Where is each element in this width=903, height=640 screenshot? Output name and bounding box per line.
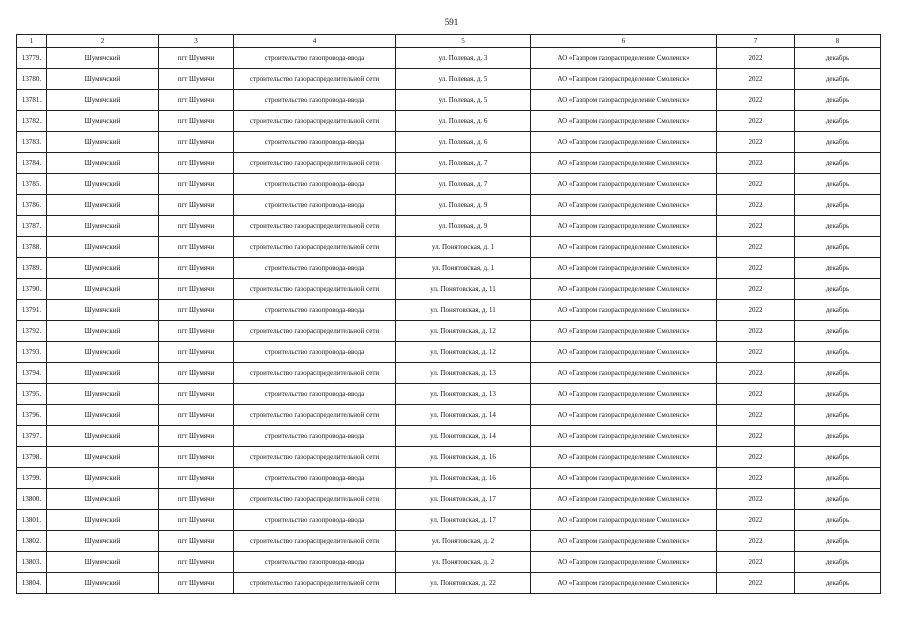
cell-settlement: пгт Шумячи — [159, 132, 234, 153]
cell-work-type: строительство газопровода-ввода — [234, 552, 396, 573]
cell-district: Шумячский — [47, 300, 159, 321]
cell-work-type: строительство газопровода-ввода — [234, 342, 396, 363]
cell-year: 2022 — [717, 552, 795, 573]
cell-work-type: строительство газопровода-ввода — [234, 174, 396, 195]
cell-settlement: пгт Шумячи — [159, 342, 234, 363]
cell-address: ул. Полевая, д. 7 — [396, 174, 531, 195]
table-row — [17, 468, 881, 489]
table-row — [17, 489, 881, 510]
cell-address: ул. Полевая, д. 5 — [396, 90, 531, 111]
cell-row-number: 13797. — [17, 426, 47, 447]
cell-year: 2022 — [717, 195, 795, 216]
cell-month: декабрь — [795, 342, 881, 363]
cell-organization: АО «Газпром газораспределение Смоленск» — [531, 426, 717, 447]
cell-address: ул. Понятовская, д. 11 — [396, 300, 531, 321]
cell-year: 2022 — [717, 300, 795, 321]
cell-year: 2022 — [717, 426, 795, 447]
cell-month: декабрь — [795, 405, 881, 426]
cell-district: Шумячский — [47, 342, 159, 363]
cell-row-number: 13804. — [17, 573, 47, 594]
cell-address: ул. Понятовская, д. 17 — [396, 510, 531, 531]
cell-settlement: пгт Шумячи — [159, 510, 234, 531]
cell-work-type: строительство газораспределительной сети — [234, 489, 396, 510]
table-body — [17, 48, 881, 594]
table-row — [17, 132, 881, 153]
cell-row-number: 13801. — [17, 510, 47, 531]
cell-settlement: пгт Шумячи — [159, 384, 234, 405]
column-header-year: 7 — [717, 35, 795, 48]
cell-settlement: пгт Шумячи — [159, 468, 234, 489]
cell-row-number: 13784. — [17, 153, 47, 174]
cell-year: 2022 — [717, 279, 795, 300]
cell-month: декабрь — [795, 258, 881, 279]
cell-month: декабрь — [795, 174, 881, 195]
cell-month: декабрь — [795, 153, 881, 174]
cell-settlement: пгт Шумячи — [159, 405, 234, 426]
column-header-row-number: 1 — [17, 35, 47, 48]
cell-work-type: строительство газопровода-ввода — [234, 468, 396, 489]
cell-year: 2022 — [717, 321, 795, 342]
cell-row-number: 13785. — [17, 174, 47, 195]
cell-organization: АО «Газпром газораспределение Смоленск» — [531, 363, 717, 384]
table-row — [17, 447, 881, 468]
cell-district: Шумячский — [47, 153, 159, 174]
table-row — [17, 279, 881, 300]
cell-month: декабрь — [795, 426, 881, 447]
cell-row-number: 13787. — [17, 216, 47, 237]
cell-organization: АО «Газпром газораспределение Смоленск» — [531, 48, 717, 69]
cell-month: декабрь — [795, 132, 881, 153]
cell-month: декабрь — [795, 69, 881, 90]
cell-district: Шумячский — [47, 363, 159, 384]
table-row — [17, 90, 881, 111]
column-header-work-type: 4 — [234, 35, 396, 48]
cell-organization: АО «Газпром газораспределение Смоленск» — [531, 573, 717, 594]
cell-organization: АО «Газпром газораспределение Смоленск» — [531, 489, 717, 510]
cell-settlement: пгт Шумячи — [159, 531, 234, 552]
cell-month: декабрь — [795, 321, 881, 342]
cell-work-type: строительство газораспределительной сети — [234, 216, 396, 237]
cell-address: ул. Понятовская, д. 12 — [396, 342, 531, 363]
cell-month: декабрь — [795, 384, 881, 405]
cell-year: 2022 — [717, 531, 795, 552]
cell-settlement: пгт Шумячи — [159, 237, 234, 258]
cell-address: ул. Понятовская, д. 13 — [396, 363, 531, 384]
cell-year: 2022 — [717, 153, 795, 174]
cell-row-number: 13783. — [17, 132, 47, 153]
cell-work-type: строительство газопровода-ввода — [234, 426, 396, 447]
cell-year: 2022 — [717, 573, 795, 594]
cell-settlement: пгт Шумячи — [159, 321, 234, 342]
cell-year: 2022 — [717, 342, 795, 363]
cell-address: ул. Полевая, д. 5 — [396, 69, 531, 90]
cell-address: ул. Полевая, д. 3 — [396, 48, 531, 69]
cell-organization: АО «Газпром газораспределение Смоленск» — [531, 552, 717, 573]
table-row — [17, 363, 881, 384]
cell-month: декабрь — [795, 363, 881, 384]
cell-settlement: пгт Шумячи — [159, 426, 234, 447]
cell-organization: АО «Газпром газораспределение Смоленск» — [531, 216, 717, 237]
cell-district: Шумячский — [47, 237, 159, 258]
cell-month: декабрь — [795, 237, 881, 258]
cell-month: декабрь — [795, 216, 881, 237]
table-header-row — [17, 35, 881, 48]
cell-year: 2022 — [717, 111, 795, 132]
cell-year: 2022 — [717, 447, 795, 468]
cell-month: декабрь — [795, 90, 881, 111]
cell-row-number: 13781. — [17, 90, 47, 111]
cell-month: декабрь — [795, 279, 881, 300]
cell-work-type: строительство газопровода-ввода — [234, 258, 396, 279]
cell-address: ул. Полевая, д. 9 — [396, 195, 531, 216]
cell-work-type: строительство газораспределительной сети — [234, 279, 396, 300]
cell-district: Шумячский — [47, 510, 159, 531]
table-row — [17, 237, 881, 258]
cell-district: Шумячский — [47, 258, 159, 279]
cell-organization: АО «Газпром газораспределение Смоленск» — [531, 279, 717, 300]
cell-year: 2022 — [717, 468, 795, 489]
cell-year: 2022 — [717, 90, 795, 111]
cell-row-number: 13796. — [17, 405, 47, 426]
cell-year: 2022 — [717, 510, 795, 531]
cell-settlement: пгт Шумячи — [159, 153, 234, 174]
cell-settlement: пгт Шумячи — [159, 69, 234, 90]
table-row — [17, 48, 881, 69]
cell-address: ул. Понятовская, д. 16 — [396, 468, 531, 489]
cell-district: Шумячский — [47, 111, 159, 132]
cell-month: декабрь — [795, 531, 881, 552]
cell-work-type: строительство газораспределительной сети — [234, 447, 396, 468]
cell-row-number: 13794. — [17, 363, 47, 384]
cell-year: 2022 — [717, 132, 795, 153]
cell-row-number: 13803. — [17, 552, 47, 573]
cell-organization: АО «Газпром газораспределение Смоленск» — [531, 447, 717, 468]
table-row — [17, 258, 881, 279]
cell-address: ул. Понятовская, д. 11 — [396, 279, 531, 300]
cell-row-number: 13795. — [17, 384, 47, 405]
cell-organization: АО «Газпром газораспределение Смоленск» — [531, 111, 717, 132]
cell-district: Шумячский — [47, 405, 159, 426]
cell-organization: АО «Газпром газораспределение Смоленск» — [531, 69, 717, 90]
page-number: 591 — [444, 17, 459, 27]
cell-organization: АО «Газпром газораспределение Смоленск» — [531, 384, 717, 405]
cell-district: Шумячский — [47, 195, 159, 216]
cell-year: 2022 — [717, 489, 795, 510]
cell-month: декабрь — [795, 510, 881, 531]
cell-organization: АО «Газпром газораспределение Смоленск» — [531, 510, 717, 531]
cell-work-type: строительство газораспределительной сети — [234, 531, 396, 552]
cell-organization: АО «Газпром газораспределение Смоленск» — [531, 132, 717, 153]
cell-district: Шумячский — [47, 279, 159, 300]
cell-district: Шумячский — [47, 489, 159, 510]
table-row — [17, 174, 881, 195]
column-header-month: 8 — [795, 35, 881, 48]
cell-organization: АО «Газпром газораспределение Смоленск» — [531, 195, 717, 216]
cell-year: 2022 — [717, 216, 795, 237]
table-row — [17, 300, 881, 321]
cell-row-number: 13790. — [17, 279, 47, 300]
table-row — [17, 342, 881, 363]
cell-month: декабрь — [795, 300, 881, 321]
cell-year: 2022 — [717, 69, 795, 90]
column-header-district: 2 — [47, 35, 159, 48]
cell-year: 2022 — [717, 48, 795, 69]
cell-organization: АО «Газпром газораспределение Смоленск» — [531, 300, 717, 321]
cell-row-number: 13792. — [17, 321, 47, 342]
cell-settlement: пгт Шумячи — [159, 552, 234, 573]
cell-organization: АО «Газпром газораспределение Смоленск» — [531, 531, 717, 552]
cell-organization: АО «Газпром газораспределение Смоленск» — [531, 468, 717, 489]
cell-address: ул. Понятовская, д. 16 — [396, 447, 531, 468]
cell-work-type: строительство газораспределительной сети — [234, 153, 396, 174]
table-row — [17, 426, 881, 447]
cell-row-number: 13782. — [17, 111, 47, 132]
cell-district: Шумячский — [47, 132, 159, 153]
cell-organization: АО «Газпром газораспределение Смоленск» — [531, 258, 717, 279]
cell-address: ул. Полевая, д. 6 — [396, 111, 531, 132]
cell-settlement: пгт Шумячи — [159, 279, 234, 300]
cell-work-type: строительство газораспределительной сети — [234, 237, 396, 258]
cell-address: ул. Понятовская, д. 17 — [396, 489, 531, 510]
cell-work-type: строительство газораспределительной сети — [234, 363, 396, 384]
cell-month: декабрь — [795, 48, 881, 69]
cell-work-type: строительство газопровода-ввода — [234, 90, 396, 111]
cell-month: декабрь — [795, 195, 881, 216]
cell-work-type: строительство газораспределительной сети — [234, 69, 396, 90]
cell-district: Шумячский — [47, 48, 159, 69]
cell-row-number: 13791. — [17, 300, 47, 321]
cell-settlement: пгт Шумячи — [159, 363, 234, 384]
table-row — [17, 111, 881, 132]
cell-month: декабрь — [795, 468, 881, 489]
table-row — [17, 531, 881, 552]
cell-settlement: пгт Шумячи — [159, 195, 234, 216]
cell-address: ул. Полевая, д. 9 — [396, 216, 531, 237]
cell-settlement: пгт Шумячи — [159, 48, 234, 69]
cell-work-type: строительство газопровода-ввода — [234, 195, 396, 216]
cell-district: Шумячский — [47, 216, 159, 237]
cell-year: 2022 — [717, 258, 795, 279]
cell-year: 2022 — [717, 405, 795, 426]
cell-settlement: пгт Шумячи — [159, 300, 234, 321]
cell-district: Шумячский — [47, 384, 159, 405]
table-row — [17, 216, 881, 237]
cell-settlement: пгт Шумячи — [159, 216, 234, 237]
cell-row-number: 13779. — [17, 48, 47, 69]
cell-address: ул. Понятовская, д. 22 — [396, 573, 531, 594]
cell-organization: АО «Газпром газораспределение Смоленск» — [531, 342, 717, 363]
cell-settlement: пгт Шумячи — [159, 174, 234, 195]
cell-row-number: 13793. — [17, 342, 47, 363]
cell-address: ул. Полевая, д. 7 — [396, 153, 531, 174]
cell-row-number: 13786. — [17, 195, 47, 216]
table-row — [17, 405, 881, 426]
cell-address: ул. Понятовская, д. 2 — [396, 531, 531, 552]
table-row — [17, 153, 881, 174]
table-row — [17, 573, 881, 594]
cell-row-number: 13800. — [17, 489, 47, 510]
cell-district: Шумячский — [47, 90, 159, 111]
cell-district: Шумячский — [47, 69, 159, 90]
cell-year: 2022 — [717, 384, 795, 405]
cell-address: ул. Понятовская, д. 14 — [396, 405, 531, 426]
cell-address: ул. Полевая, д. 6 — [396, 132, 531, 153]
cell-row-number: 13788. — [17, 237, 47, 258]
cell-settlement: пгт Шумячи — [159, 573, 234, 594]
cell-organization: АО «Газпром газораспределение Смоленск» — [531, 405, 717, 426]
cell-work-type: строительство газораспределительной сети — [234, 573, 396, 594]
cell-work-type: строительство газопровода-ввода — [234, 300, 396, 321]
cell-address: ул. Понятовская, д. 14 — [396, 426, 531, 447]
gas-construction-table — [16, 34, 881, 594]
cell-work-type: строительство газопровода-ввода — [234, 132, 396, 153]
cell-month: декабрь — [795, 573, 881, 594]
column-header-organization: 6 — [531, 35, 717, 48]
cell-district: Шумячский — [47, 447, 159, 468]
cell-row-number: 13798. — [17, 447, 47, 468]
cell-month: декабрь — [795, 552, 881, 573]
cell-district: Шумячский — [47, 573, 159, 594]
cell-organization: АО «Газпром газораспределение Смоленск» — [531, 237, 717, 258]
cell-row-number: 13799. — [17, 468, 47, 489]
cell-settlement: пгт Шумячи — [159, 111, 234, 132]
cell-address: ул. Понятовская, д. 1 — [396, 258, 531, 279]
cell-settlement: пгт Шумячи — [159, 90, 234, 111]
cell-work-type: строительство газораспределительной сети — [234, 111, 396, 132]
cell-district: Шумячский — [47, 426, 159, 447]
column-header-address: 5 — [396, 35, 531, 48]
table-row — [17, 510, 881, 531]
cell-month: декабрь — [795, 489, 881, 510]
cell-work-type: строительство газопровода-ввода — [234, 510, 396, 531]
cell-row-number: 13780. — [17, 69, 47, 90]
cell-settlement: пгт Шумячи — [159, 447, 234, 468]
cell-district: Шумячский — [47, 531, 159, 552]
cell-address: ул. Понятовская, д. 1 — [396, 237, 531, 258]
cell-year: 2022 — [717, 237, 795, 258]
table-row — [17, 321, 881, 342]
cell-work-type: строительство газопровода-ввода — [234, 48, 396, 69]
cell-organization: АО «Газпром газораспределение Смоленск» — [531, 321, 717, 342]
cell-row-number: 13789. — [17, 258, 47, 279]
cell-work-type: строительство газораспределительной сети — [234, 321, 396, 342]
table-row — [17, 552, 881, 573]
cell-district: Шумячский — [47, 174, 159, 195]
table-row — [17, 195, 881, 216]
cell-address: ул. Понятовская, д. 2 — [396, 552, 531, 573]
cell-month: декабрь — [795, 447, 881, 468]
column-header-settlement: 3 — [159, 35, 234, 48]
cell-settlement: пгт Шумячи — [159, 489, 234, 510]
cell-address: ул. Понятовская, д. 12 — [396, 321, 531, 342]
cell-work-type: строительство газораспределительной сети — [234, 405, 396, 426]
cell-year: 2022 — [717, 174, 795, 195]
table-row — [17, 69, 881, 90]
cell-organization: АО «Газпром газораспределение Смоленск» — [531, 90, 717, 111]
table-row — [17, 384, 881, 405]
cell-district: Шумячский — [47, 468, 159, 489]
cell-month: декабрь — [795, 111, 881, 132]
cell-row-number: 13802. — [17, 531, 47, 552]
cell-organization: АО «Газпром газораспределение Смоленск» — [531, 153, 717, 174]
cell-work-type: строительство газопровода-ввода — [234, 384, 396, 405]
cell-settlement: пгт Шумячи — [159, 258, 234, 279]
cell-district: Шумячский — [47, 321, 159, 342]
cell-year: 2022 — [717, 363, 795, 384]
cell-address: ул. Понятовская, д. 13 — [396, 384, 531, 405]
cell-organization: АО «Газпром газораспределение Смоленск» — [531, 174, 717, 195]
cell-district: Шумячский — [47, 552, 159, 573]
